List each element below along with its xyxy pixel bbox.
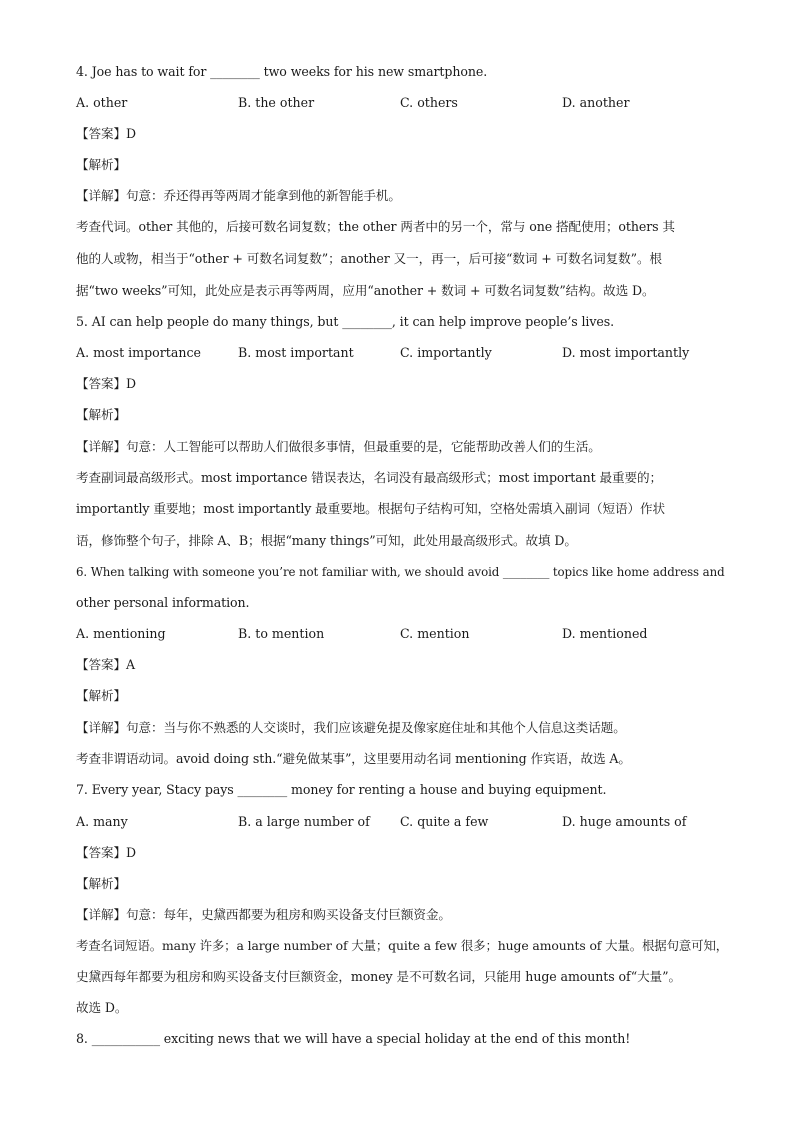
question-5-detail-3: importantly 重要地；most importantly 最重要地。根据句子结构可知，空格处需填入副词（短语）作状 — [76, 501, 665, 516]
question-7-stem: 7. Every year, Stacy pays ________ money for renting a house and buying equipment. — [76, 782, 607, 797]
option-b: B. the other — [238, 95, 315, 110]
question-7-detail-2: 考查名词短语。many 许多；a large number of 大量；quite a few 很多；huge amounts of 大量。根据句意可知， — [76, 938, 729, 953]
option-c: C. mention — [400, 626, 470, 641]
question-6-analysis: 【解析】 — [76, 688, 126, 703]
question-8-stem: 8. ___________ exciting news that we will have a special holiday at the end of this month! — [76, 1031, 631, 1046]
option-a: A. mentioning — [76, 626, 166, 641]
option-a: A. most importance — [76, 345, 201, 360]
question-5-stem: 5. AI can help people do many things, but ________, it can help improve people’s lives. — [76, 314, 614, 329]
option-d: D. mentioned — [562, 626, 648, 641]
question-6-stem-line-2: other personal information. — [76, 595, 250, 610]
question-5-detail-1: 【详解】句意：人工智能可以帮助人们做很多事情，但最重要的是，它能帮助改善人们的生活。 — [76, 439, 601, 454]
question-6-detail-1: 【详解】句意：当与你不熟悉的人交谈时，我们应该避免提及像家庭住址和其他个人信息这类话题。 — [76, 720, 626, 735]
option-a: A. many — [76, 814, 128, 829]
question-5-detail-2: 考查副词最高级形式。most importance 错误表达，名词没有最高级形式；most important 最重要的； — [76, 470, 663, 485]
question-6-stem-line-1: 6. When talking with someone you’re not familiar with, we should avoid ________ topics like home address and — [76, 565, 725, 579]
question-5-analysis: 【解析】 — [76, 407, 126, 422]
question-4-detail-4: 据“two weeks”可知，此处应是表示再等两周，应用“another + 数词 + 可数名词复数”结构。故选 D。 — [76, 283, 655, 298]
option-b: B. most important — [238, 345, 354, 360]
question-4-answer: 【答案】D — [76, 126, 136, 141]
option-c: C. quite a few — [400, 814, 489, 829]
option-b: B. to mention — [238, 626, 325, 641]
question-4-detail-3: 他的人或物，相当于“other + 可数名词复数”；another 又一，再一，后可接“数词 + 可数名词复数”。根 — [76, 251, 662, 266]
option-c: C. others — [400, 95, 458, 110]
question-7-detail-4: 故选 D。 — [76, 1000, 128, 1015]
question-6-detail-2: 考查非谓语动词。avoid doing sth.“避免做某事”，这里要用动名词 mentioning 作宾语，故选 A。 — [76, 751, 631, 766]
question-4-stem: 4. Joe has to wait for ________ two weeks for his new smartphone. — [76, 64, 488, 79]
question-4-detail-2: 考查代词。other 其他的，后接可数名词复数；the other 两者中的另一个，常与 one 搭配使用；others 其 — [76, 219, 675, 234]
option-a: A. other — [76, 95, 128, 110]
question-7-detail-1: 【详解】句意：每年，史黛西都要为租房和购买设备支付巨额资金。 — [76, 907, 451, 922]
question-5-detail-4: 语，修饰整个句子，排除 A、B；根据“many things”可知，此处用最高级形式。故填 D。 — [76, 533, 577, 548]
option-c: C. importantly — [400, 345, 492, 360]
option-d: D. most importantly — [562, 345, 690, 360]
question-7-analysis: 【解析】 — [76, 876, 126, 891]
question-6-answer: 【答案】A — [76, 657, 135, 672]
question-4-detail-1: 【详解】句意：乔还得再等两周才能拿到他的新智能手机。 — [76, 188, 401, 203]
question-7-answer: 【答案】D — [76, 845, 136, 860]
question-7-detail-3: 史黛西每年都要为租房和购买设备支付巨额资金，money 是不可数名词，只能用 huge amounts of“大量”。 — [76, 969, 681, 984]
option-d: D. huge amounts of — [562, 814, 687, 829]
option-b: B. a large number of — [238, 814, 370, 829]
question-5-answer: 【答案】D — [76, 376, 136, 391]
question-4-analysis: 【解析】 — [76, 157, 126, 172]
option-d: D. another — [562, 95, 630, 110]
